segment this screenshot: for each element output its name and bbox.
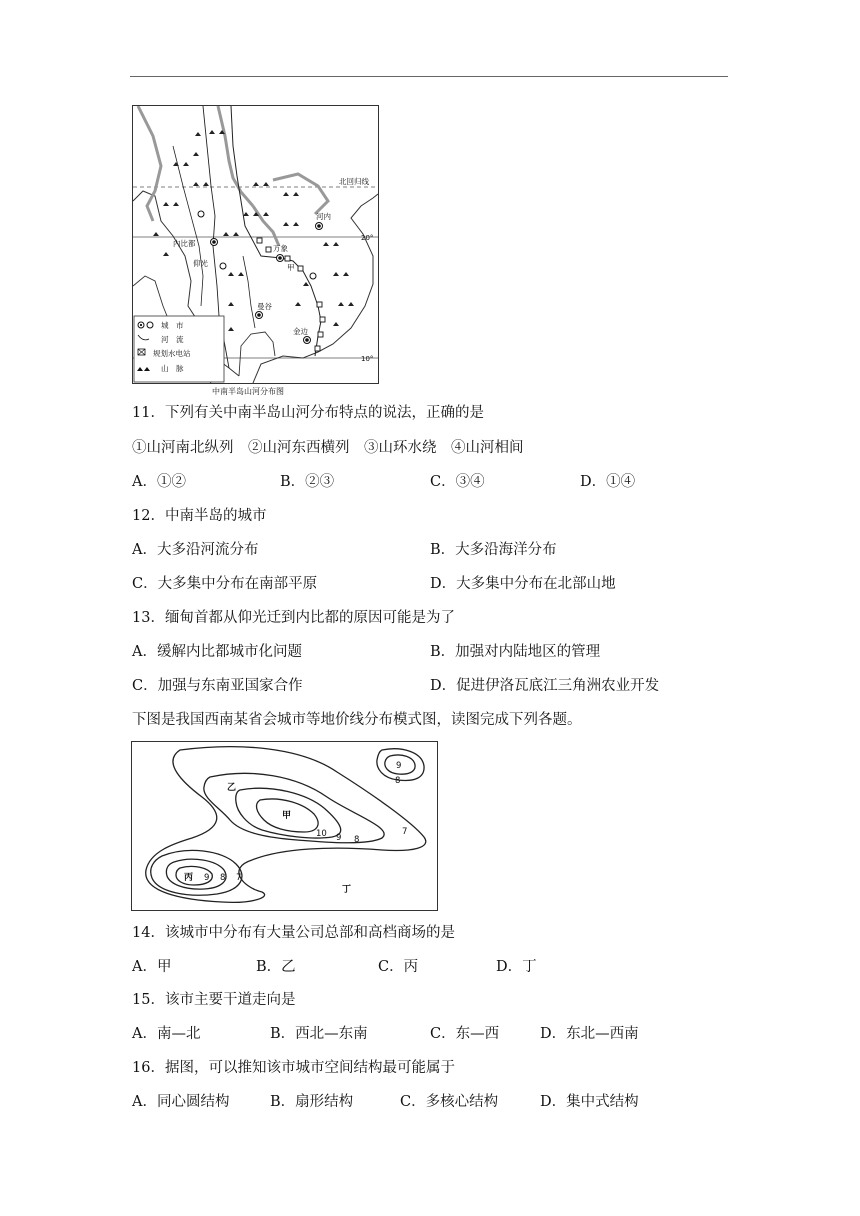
- label-naypyidaw: 内比都: [173, 239, 196, 248]
- q16-option-a: A．同心圆结构: [132, 1094, 230, 1110]
- legend-river: 河 流: [161, 335, 184, 344]
- label-contour-8: 8: [354, 835, 360, 845]
- q11-option-c: C．③④: [430, 474, 485, 490]
- gulf-coast: [239, 332, 275, 376]
- salween-river: [173, 146, 203, 306]
- label-ne-8: 8: [395, 776, 401, 786]
- label-jia-core: 甲: [282, 811, 292, 821]
- label-hanoi: 河内: [316, 212, 331, 221]
- q16-option-c: C．多核心结构: [400, 1094, 499, 1110]
- label-lat-10: 10°: [361, 355, 374, 363]
- label-yi: 乙: [227, 783, 237, 793]
- label-phnom-penh: 金边: [293, 327, 308, 336]
- q12-stem: 12．中南半岛的城市: [132, 508, 267, 524]
- q16-stem: 16．据图，可以推知该市城市空间结构最可能属于: [132, 1060, 455, 1076]
- label-bing-9: 9: [204, 873, 210, 883]
- q14-stem: 14．该城市中分布有大量公司总部和高档商场的是: [132, 925, 455, 941]
- q12-option-d: D．大多集中分布在北部山地: [430, 576, 616, 592]
- label-contour-7: 7: [402, 827, 408, 837]
- q15-option-a: A．南—北: [132, 1026, 201, 1042]
- q14-option-c: C．丙: [378, 959, 419, 975]
- q15-option-d: D．东北—西南: [540, 1026, 639, 1042]
- q12-option-b: B．大多沿海洋分布: [430, 542, 557, 558]
- q11-items: ①山河南北纵列 ②山河东西横列 ③山环水绕 ④山河相间: [132, 440, 524, 456]
- indochina-map-drawing: [133, 106, 378, 383]
- legend-city: 城 市: [161, 321, 184, 330]
- label-bangkok: 曼谷: [257, 302, 272, 311]
- label-bing-8: 8: [220, 873, 226, 883]
- q13-option-b: B．加强对内陆地区的管理: [430, 644, 601, 660]
- indochina-map: [132, 105, 379, 384]
- q15-option-b: B．西北—东南: [270, 1026, 368, 1042]
- map1-caption: 中南半岛山河分布图: [212, 387, 284, 396]
- label-ding: 丁: [342, 885, 352, 895]
- q15-stem: 15．该市主要干道走向是: [132, 992, 296, 1008]
- q13-stem: 13．缅甸首都从仰光迁到内比都的原因可能是为了: [132, 610, 455, 626]
- q11-option-d: D．①④: [580, 474, 636, 490]
- q14-option-d: D．丁: [496, 959, 537, 975]
- label-lat-20: 20°: [361, 234, 374, 242]
- q16-option-b: B．扇形结构: [270, 1094, 354, 1110]
- label-ne-9: 9: [396, 761, 402, 771]
- mountain-symbols: [153, 130, 354, 331]
- q14-option-b: B．乙: [256, 959, 296, 975]
- q12-option-a: A．大多沿河流分布: [132, 542, 259, 558]
- header-rule: [130, 76, 728, 77]
- q11-option-a: A．①②: [132, 474, 186, 490]
- q11-option-b: B．②③: [280, 474, 335, 490]
- label-tropic: 北回归线: [339, 177, 369, 186]
- q16-option-d: D．集中式结构: [540, 1094, 639, 1110]
- label-bing-7: 7: [236, 873, 242, 883]
- q11-stem: 11．下列有关中南半岛山河分布特点的说法，正确的是: [132, 405, 484, 421]
- legend-mountain: 山 脉: [161, 364, 184, 373]
- border-west: [138, 106, 161, 221]
- land-price-map: [131, 741, 438, 911]
- border-middle: [218, 106, 253, 206]
- chao-phraya-river: [243, 256, 255, 328]
- q14-option-a: A．甲: [132, 959, 172, 975]
- q13-option-a: A．缓解内比都城市化问题: [132, 644, 302, 660]
- legend-hydro: 规划水电站: [153, 349, 191, 358]
- label-contour-10: 10: [316, 829, 327, 839]
- q13-option-c: C．加强与东南亚国家合作: [132, 678, 303, 694]
- q12-option-c: C．大多集中分布在南部平原: [132, 576, 318, 592]
- label-yangon: 仰光: [193, 259, 208, 268]
- q13-option-d: D．促进伊洛瓦底江三角洲农业开发: [430, 678, 660, 694]
- q15-option-c: C．东—西: [430, 1026, 500, 1042]
- land-price-map-drawing: [132, 742, 437, 910]
- border-east: [273, 174, 328, 214]
- label-bing: 丙: [184, 873, 194, 883]
- mekong-river: [231, 106, 321, 356]
- intro-text: 下图是我国西南某省会城市等地价线分布模式图，读图完成下列各题。: [132, 712, 582, 728]
- label-contour-9: 9: [336, 833, 342, 843]
- label-jia: 甲: [287, 263, 295, 272]
- label-vientiane: 万象: [273, 244, 288, 253]
